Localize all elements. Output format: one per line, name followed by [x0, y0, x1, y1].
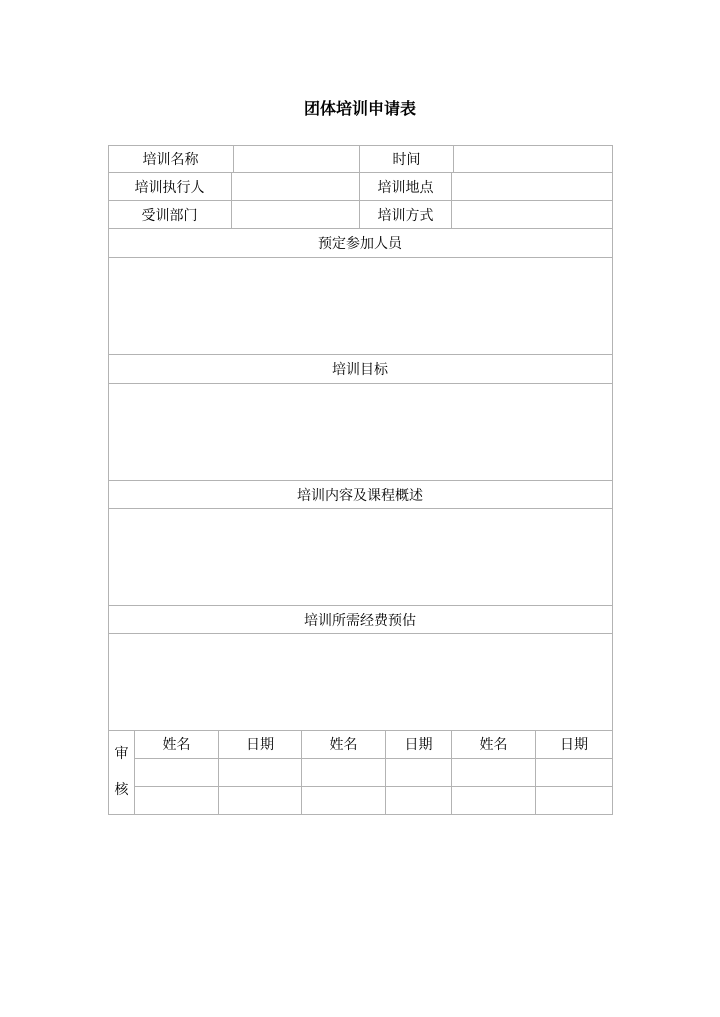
goal-field[interactable] [108, 384, 613, 481]
review-date-header-1 [219, 731, 302, 759]
training-name-field[interactable] [234, 145, 360, 173]
participants-field[interactable] [108, 258, 613, 355]
location-label: 培训地点 [377, 180, 434, 196]
goal-header-cell [108, 355, 613, 384]
department-field[interactable] [232, 201, 360, 229]
executor-field[interactable] [232, 173, 360, 201]
review-date-field-2-1[interactable] [219, 787, 302, 815]
department-label: 受训部门 [141, 208, 198, 224]
budget-field[interactable] [108, 634, 613, 731]
review-date-header-2 [386, 731, 452, 759]
review-date-header-3 [536, 731, 613, 759]
training-name-label-cell [108, 145, 234, 173]
review-name-field-1-2[interactable] [302, 759, 386, 787]
location-label-cell [360, 173, 452, 201]
method-field[interactable] [452, 201, 613, 229]
time-label-cell [360, 145, 454, 173]
executor-label: 培训执行人 [134, 180, 205, 196]
review-name-field-2-1[interactable] [135, 787, 219, 815]
review-name-label-3: 姓名 [479, 737, 508, 753]
method-label-cell [360, 201, 452, 229]
review-name-header-2 [302, 731, 386, 759]
review-name-label-1: 姓名 [162, 737, 191, 753]
review-name-field-2-2[interactable] [302, 787, 386, 815]
content-header: 培训内容及课程概述 [297, 488, 423, 504]
form-title: 团体培训申请表 [303, 99, 416, 118]
review-date-field-2-2[interactable] [386, 787, 452, 815]
review-name-header-1 [135, 731, 219, 759]
executor-label-cell [108, 173, 232, 201]
review-name-field-1-1[interactable] [135, 759, 219, 787]
budget-header: 培训所需经费预估 [304, 613, 416, 629]
time-field[interactable] [454, 145, 613, 173]
department-label-cell [108, 201, 232, 229]
review-date-field-1-3[interactable] [536, 759, 613, 787]
review-date-label-3: 日期 [560, 737, 588, 753]
review-date-label-2: 日期 [404, 737, 433, 753]
budget-header-cell [108, 606, 613, 634]
review-name-field-2-3[interactable] [452, 787, 536, 815]
review-label-char-2: 核 [114, 782, 129, 798]
review-date-field-1-2[interactable] [386, 759, 452, 787]
participants-header: 预定参加人员 [318, 236, 402, 252]
location-field[interactable] [452, 173, 613, 201]
review-name-label-2: 姓名 [329, 737, 358, 753]
method-label: 培训方式 [377, 208, 434, 224]
review-label-char-1: 审 [114, 746, 129, 762]
review-name-header-3 [452, 731, 536, 759]
training-name-label: 培训名称 [142, 152, 199, 168]
review-date-label-1: 日期 [246, 737, 274, 753]
content-field[interactable] [108, 509, 613, 606]
participants-header-cell [108, 229, 613, 258]
review-date-field-2-3[interactable] [536, 787, 613, 815]
content-header-cell [108, 481, 613, 509]
time-label: 时间 [392, 152, 421, 168]
goal-header: 培训目标 [332, 362, 388, 378]
review-name-field-1-3[interactable] [452, 759, 536, 787]
review-date-field-1-1[interactable] [219, 759, 302, 787]
